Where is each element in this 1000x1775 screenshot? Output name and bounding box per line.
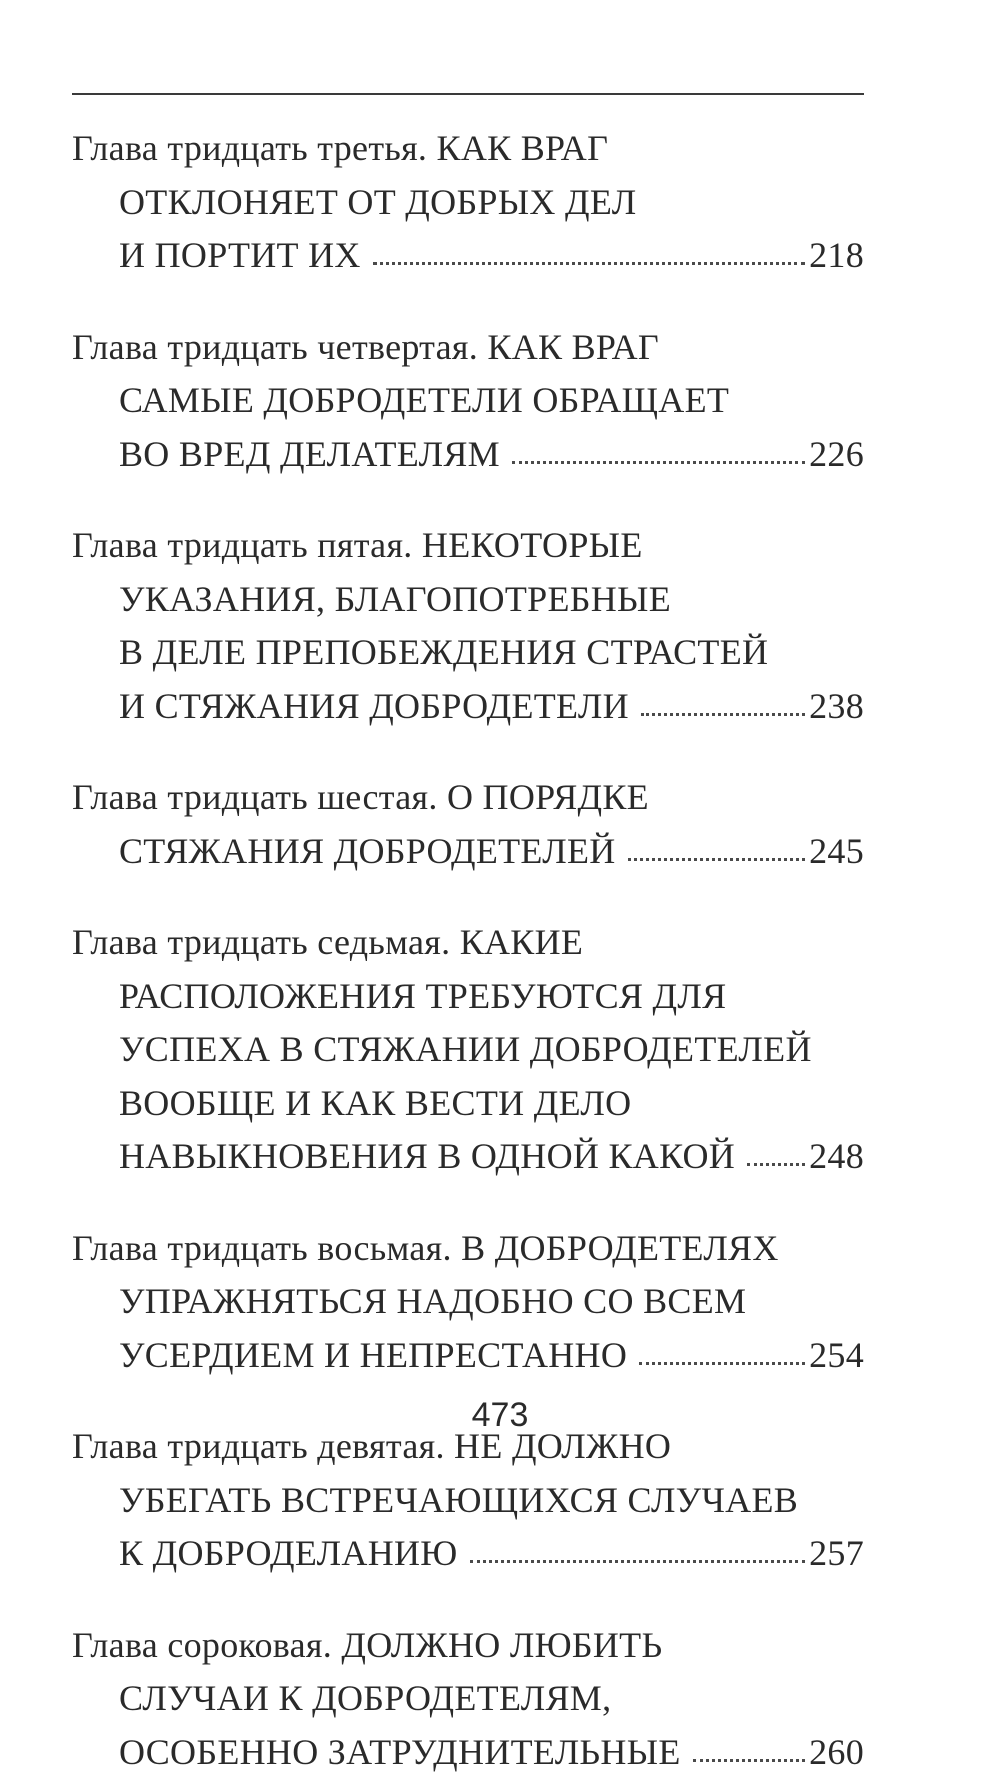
toc-title-end: НАВЫКНОВЕНИЯ В ОДНОЙ КАКОЙ: [119, 1136, 736, 1176]
toc-title-continuation: УПРАЖНЯТЬСЯ НАДОБНО СО ВСЕМ: [119, 1281, 747, 1321]
toc-chapter-title: Глава тридцать седьмая. КАКИЕ: [72, 922, 584, 962]
toc-page-number[interactable]: 248: [809, 1136, 864, 1176]
toc-title-continuation: СЛУЧАИ К ДОБРОДЕТЕЛЯМ,: [119, 1678, 612, 1718]
toc-last-line: [119, 232, 864, 278]
toc-last-line: [119, 1530, 864, 1576]
page-number: 473: [471, 1396, 529, 1434]
dot-leader: [747, 1133, 805, 1166]
toc-last-line: [119, 828, 864, 874]
toc-title-continuation: САМЫЕ ДОБРОДЕТЕЛИ ОБРАЩАЕТ: [119, 380, 730, 420]
toc-title-continuation: УКАЗАНИЯ, БЛАГОПОТРЕБНЫЕ: [119, 578, 671, 619]
toc-chapter-title: Глава тридцать пятая. НЕКОТОРЫЕ: [72, 525, 643, 565]
toc-title-end: И СТЯЖАНИЯ ДОБРОДЕТЕЛИ: [119, 685, 629, 726]
toc-page-number[interactable]: 238: [809, 685, 864, 726]
toc-last-line: [119, 1133, 864, 1179]
toc-last-line: [119, 683, 864, 729]
header-rule: [72, 93, 864, 95]
toc-title-end: К ДОБРОДЕЛАНИЮ: [119, 1533, 458, 1573]
toc-last-line: [119, 1332, 864, 1378]
toc-chapter-title: Глава тридцать девятая. НЕ ДОЛЖНО: [72, 1426, 672, 1466]
toc-last-line: [119, 1729, 864, 1775]
toc-title-end: СТЯЖАНИЯ ДОБРОДЕТЕЛЕЙ: [119, 830, 616, 871]
dot-leader: [628, 828, 806, 861]
toc-title-continuation: ОТКЛОНЯЕТ ОТ ДОБРЫХ ДЕЛ: [119, 181, 637, 222]
toc-chapter-title: Глава тридцать шестая. О ПОРЯДКЕ: [72, 777, 649, 817]
toc-title-end: ВО ВРЕД ДЕЛАТЕЛЯМ: [119, 433, 500, 474]
toc-title-continuation: УСПЕХА В СТЯЖАНИИ ДОБРОДЕТЕЛЕЙ: [119, 1029, 812, 1069]
toc-page-number[interactable]: 254: [809, 1334, 864, 1375]
dot-leader: [512, 431, 805, 464]
toc-title-continuation: ВООБЩЕ И КАК ВЕСТИ ДЕЛО: [119, 1082, 632, 1123]
toc-page-number[interactable]: 226: [809, 433, 864, 474]
toc-title-end: УСЕРДИЕМ И НЕПРЕСТАННО: [119, 1334, 628, 1375]
toc-title-end: ОСОБЕННО ЗАТРУДНИТЕЛЬНЫЕ: [119, 1731, 681, 1772]
toc-title-continuation: УБЕГАТЬ ВСТРЕЧАЮЩИХСЯ СЛУЧАЕВ: [119, 1479, 799, 1520]
toc-chapter-title: Глава сороковая. ДОЛЖНО ЛЮБИТЬ: [72, 1624, 663, 1665]
dot-leader: [373, 232, 805, 265]
dot-leader: [641, 683, 805, 716]
toc-title-continuation: В ДЕЛЕ ПРЕПОБЕЖДЕНИЯ СТРАСТЕЙ: [119, 632, 769, 672]
toc-last-line: [119, 431, 864, 477]
toc-page-number[interactable]: 218: [809, 235, 864, 275]
toc-page-number[interactable]: 245: [809, 830, 864, 871]
toc-page-number[interactable]: 260: [809, 1731, 864, 1772]
toc-title-continuation: РАСПОЛОЖЕНИЯ ТРЕБУЮТСЯ ДЛЯ: [119, 975, 727, 1016]
dot-leader: [470, 1530, 806, 1563]
dot-leader: [693, 1729, 805, 1762]
toc-chapter-title: Глава тридцать четвертая. КАК ВРАГ: [72, 326, 660, 367]
toc-title-end: И ПОРТИТ ИХ: [119, 235, 361, 275]
toc-chapter-title: Глава тридцать третья. КАК ВРАГ: [72, 128, 609, 168]
toc-chapter-title: Глава тридцать восьмая. В ДОБРОДЕТЕЛЯХ: [72, 1227, 779, 1268]
toc-page-number[interactable]: 257: [809, 1533, 864, 1573]
dot-leader: [639, 1332, 805, 1365]
